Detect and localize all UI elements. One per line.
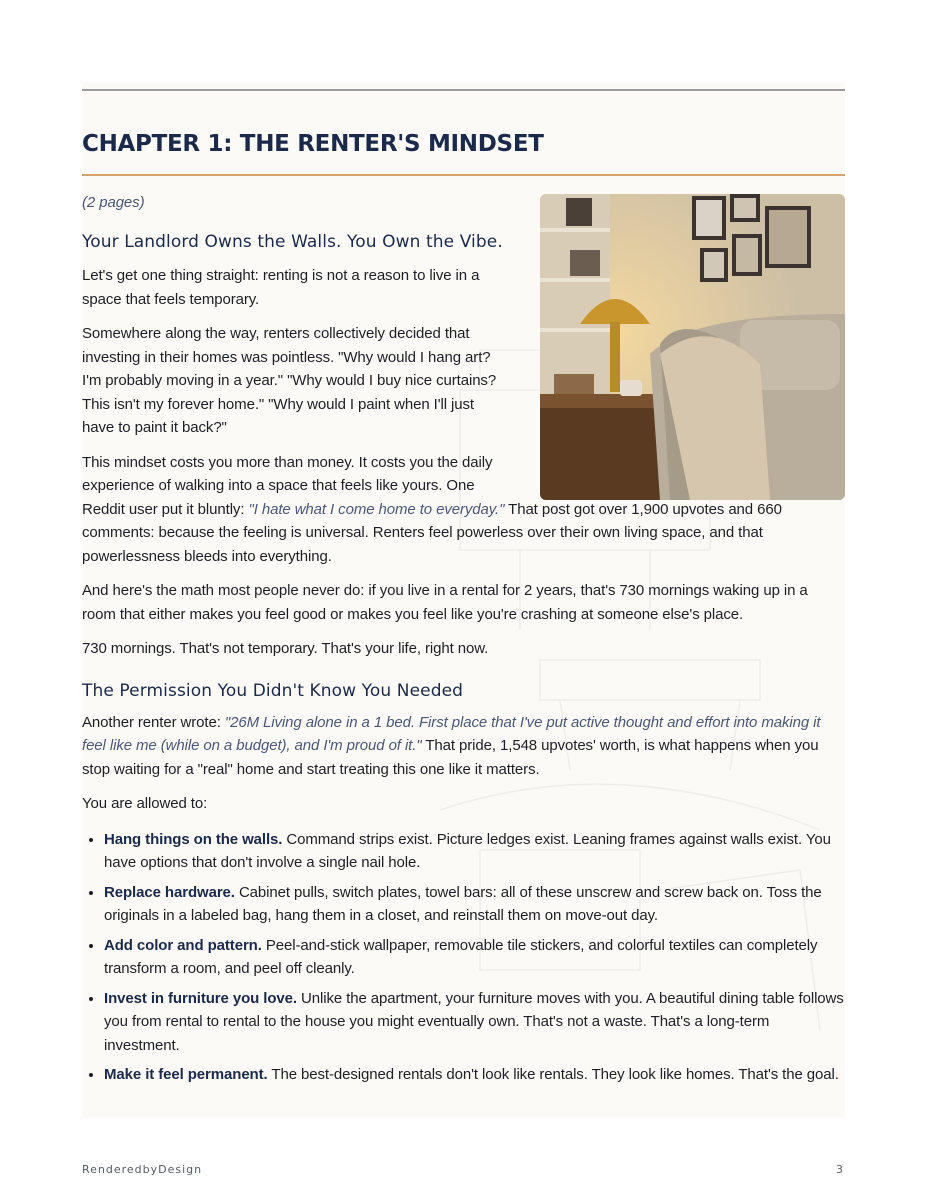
list-item-text: Unlike the apartment, your furniture moves with you. A beautiful dining table follows you from rental to rental to the house you might eventually own. That's not a waste. That's a long-term investment. bbox=[104, 989, 844, 1054]
paragraph-mindset-costs bbox=[82, 451, 845, 569]
page-number: 3 bbox=[836, 1163, 843, 1176]
list-item-lead: Add color and pattern. bbox=[104, 936, 262, 954]
list-item bbox=[104, 881, 845, 928]
list-item-lead: Invest in furniture you love. bbox=[104, 989, 297, 1007]
title-underline bbox=[82, 174, 845, 176]
list-item-text: Cabinet pulls, switch plates, towel bars: all of these unscrew and screw back on. Toss the originals in a labeled bag, hang them in a closet, and reinstall them on move-out day. bbox=[104, 883, 822, 924]
renter-text-start: Another renter wrote: bbox=[82, 713, 225, 731]
reddit-quote-1: "I hate what I come home to everyday." bbox=[248, 500, 505, 518]
list-item-lead: Make it feel permanent. bbox=[104, 1066, 268, 1083]
mindset-text-end: That post got over 1,900 upvotes and 660 comments: because the feeling is universal. Renters feel powerless over their own living space, and that powerlessness bleeds into everything. bbox=[82, 500, 782, 565]
chapter-length-note: (2 pages) bbox=[82, 194, 145, 211]
list-item-text: Command strips exist. Picture ledges exist. Leaning frames against walls exist. You have options that don't involve a single nail hole. bbox=[104, 830, 831, 871]
allowed-list bbox=[82, 828, 845, 1087]
list-item bbox=[104, 828, 845, 875]
paragraph-intro: Let's get one thing straight: renting is not a reason to live in a space that feels temporary. bbox=[82, 267, 480, 308]
section-heading-permission: The Permission You Didn't Know You Needed bbox=[82, 680, 464, 701]
list-item-text: The best-designed rentals don't look like rentals. They look like homes. That's the goal. bbox=[267, 1066, 839, 1083]
reddit-quote-2: "26M Living alone in a 1 bed. First place that I've put active thought and effort into making it feel like me (while on a budget), and I'm proud of it." bbox=[82, 713, 821, 754]
list-item-lead: Hang things on the walls. bbox=[104, 830, 283, 848]
list-item bbox=[104, 987, 845, 1058]
renter-text-end: That pride, 1,548 upvotes' worth, is what happens when you stop waiting for a "real" home and start treating this one like it matters. bbox=[82, 737, 819, 778]
footer-brand: RenderedbyDesign bbox=[82, 1163, 203, 1176]
section-heading-vibe: Your Landlord Owns the Walls. You Own the Vibe. bbox=[82, 232, 503, 252]
paragraph-730-mornings: 730 mornings. That's not temporary. That's your life, right now. bbox=[82, 640, 489, 657]
list-item-text: Peel-and-stick wallpaper, removable tile stickers, and colorful textiles can completely transform a room, and peel off cleanly. bbox=[104, 936, 818, 977]
paragraph-renters-decided: Somewhere along the way, renters collectively decided that investing in their homes was pointless. "Why would I hang art? I'm probably moving in a year." "Why would I buy nice curtains? This isn't my forever home." "Why would I paint when I'll just have to paint it back?" bbox=[82, 325, 497, 436]
chapter-title: CHAPTER 1: THE RENTER'S MINDSET bbox=[82, 131, 544, 157]
list-item bbox=[104, 1063, 845, 1087]
mindset-text-start: This mindset costs you more than money. It costs you the daily experience of walking into a space that feels like yours. One Reddit user put it bluntly: bbox=[82, 453, 493, 518]
list-item bbox=[104, 934, 845, 981]
paragraph-another-renter bbox=[82, 711, 845, 782]
list-item-lead: Replace hardware. bbox=[104, 883, 235, 901]
paragraph-math: And here's the math most people never do: if you live in a rental for 2 years, that's 730 mornings waking up in a room that either makes you feel good or makes you feel like you're crashing at someone else's place. bbox=[82, 582, 808, 623]
paragraph-allowed-to: You are allowed to: bbox=[82, 795, 208, 812]
top-divider bbox=[82, 89, 845, 91]
